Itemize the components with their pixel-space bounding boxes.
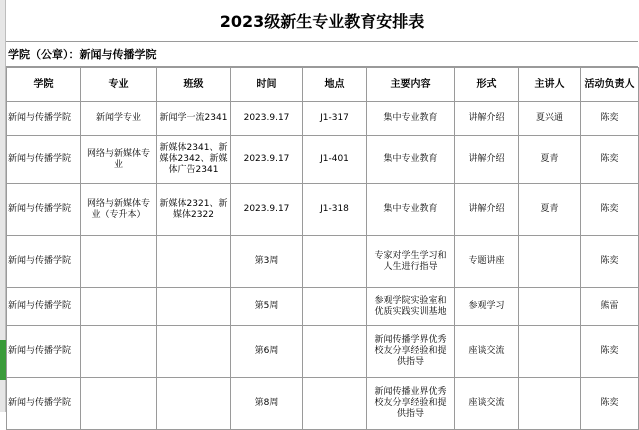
header-class[interactable]: 班级 [157,68,231,102]
cell-location[interactable] [303,326,367,378]
cell-class[interactable] [157,288,231,326]
cell-organizer[interactable]: 熊雷 [581,288,639,326]
cell-location[interactable] [303,378,367,430]
cell-college[interactable]: 新闻与传播学院 [7,102,81,136]
header-format[interactable]: 形式 [455,68,519,102]
header-time[interactable]: 时间 [231,68,303,102]
cell-time[interactable]: 2023.9.17 [231,184,303,236]
cell-location[interactable]: J1-401 [303,136,367,184]
cell-college[interactable]: 新闻与传播学院 [7,288,81,326]
cell-speaker[interactable]: 夏青 [519,136,581,184]
cell-content[interactable]: 集中专业教育 [367,102,455,136]
table-row [7,136,639,184]
cell-content[interactable]: 集中专业教育 [367,184,455,236]
header-row [7,68,639,102]
header-speaker[interactable]: 主讲人 [519,68,581,102]
cell-major[interactable] [81,236,157,288]
cell-class[interactable]: 新媒体2341、新媒体2342、新媒体广告2341 [157,136,231,184]
cell-college[interactable]: 新闻与传播学院 [7,326,81,378]
cell-location[interactable] [303,236,367,288]
cell-speaker[interactable] [519,236,581,288]
cell-college[interactable]: 新闻与传播学院 [7,378,81,430]
cell-speaker[interactable] [519,378,581,430]
cell-major[interactable]: 新闻学专业 [81,102,157,136]
school-label: 学院（公章）： [8,48,80,61]
cell-format[interactable]: 座谈交流 [455,326,519,378]
cell-format[interactable]: 座谈交流 [455,378,519,430]
cell-content[interactable]: 参观学院实验室和优质实践实训基地 [367,288,455,326]
cell-college[interactable]: 新闻与传播学院 [7,184,81,236]
table-row [7,326,639,378]
cell-content[interactable]: 专家对学生学习和人生进行指导 [367,236,455,288]
school-name: 新闻与传播学院 [79,48,157,61]
table-row [7,288,639,326]
cell-speaker[interactable] [519,326,581,378]
cell-time[interactable]: 第8周 [231,378,303,430]
cell-location[interactable]: J1-317 [303,102,367,136]
cell-format[interactable]: 讲解介绍 [455,136,519,184]
cell-time[interactable]: 2023.9.17 [231,102,303,136]
cell-organizer[interactable]: 陈奕 [581,184,639,236]
cell-speaker[interactable]: 夏青 [519,184,581,236]
cell-format[interactable]: 参观学习 [455,288,519,326]
cell-major[interactable]: 网络与新媒体专业（专升本） [81,184,157,236]
header-major[interactable]: 专业 [81,68,157,102]
cell-class[interactable]: 新媒体2321、新媒体2322 [157,184,231,236]
cell-speaker[interactable] [519,288,581,326]
table-row [7,102,639,136]
cell-major[interactable]: 网络与新媒体专业 [81,136,157,184]
cell-college[interactable]: 新闻与传播学院 [7,236,81,288]
cell-time[interactable]: 第3周 [231,236,303,288]
cell-location[interactable] [303,288,367,326]
table-row [7,236,639,288]
cell-major[interactable] [81,326,157,378]
cell-location[interactable]: J1-318 [303,184,367,236]
header-college[interactable]: 学院 [7,68,81,102]
school-info-row[interactable] [6,42,638,67]
cell-organizer[interactable]: 陈奕 [581,378,639,430]
schedule-table [6,67,639,430]
cell-content[interactable]: 集中专业教育 [367,136,455,184]
cell-class[interactable] [157,236,231,288]
cell-major[interactable] [81,378,157,430]
cell-format[interactable]: 讲解介绍 [455,102,519,136]
cell-organizer[interactable]: 陈奕 [581,236,639,288]
cell-organizer[interactable]: 陈奕 [581,136,639,184]
cell-content[interactable]: 新闻传播业界优秀校友分享经验和提供指导 [367,378,455,430]
cell-class[interactable] [157,326,231,378]
cell-organizer[interactable]: 陈奕 [581,326,639,378]
cell-content[interactable]: 新闻传播学界优秀校友分享经验和提供指导 [367,326,455,378]
cell-time[interactable]: 第6周 [231,326,303,378]
header-location[interactable]: 地点 [303,68,367,102]
cell-speaker[interactable]: 夏兴通 [519,102,581,136]
cell-class[interactable]: 新闻学一流2341 [157,102,231,136]
cell-class[interactable] [157,378,231,430]
table-row [7,184,639,236]
title-text: 2023级新生专业教育安排表 [219,12,425,31]
sheet-title[interactable] [6,0,638,42]
cell-major[interactable] [81,288,157,326]
cell-college[interactable]: 新闻与传播学院 [7,136,81,184]
table-row [7,378,639,430]
cell-organizer[interactable]: 陈奕 [581,102,639,136]
cell-time[interactable]: 2023.9.17 [231,136,303,184]
cell-time[interactable]: 第5周 [231,288,303,326]
header-organizer[interactable]: 活动负责人 [581,68,639,102]
header-content[interactable]: 主要内容 [367,68,455,102]
cell-format[interactable]: 专题讲座 [455,236,519,288]
cell-format[interactable]: 讲解介绍 [455,184,519,236]
